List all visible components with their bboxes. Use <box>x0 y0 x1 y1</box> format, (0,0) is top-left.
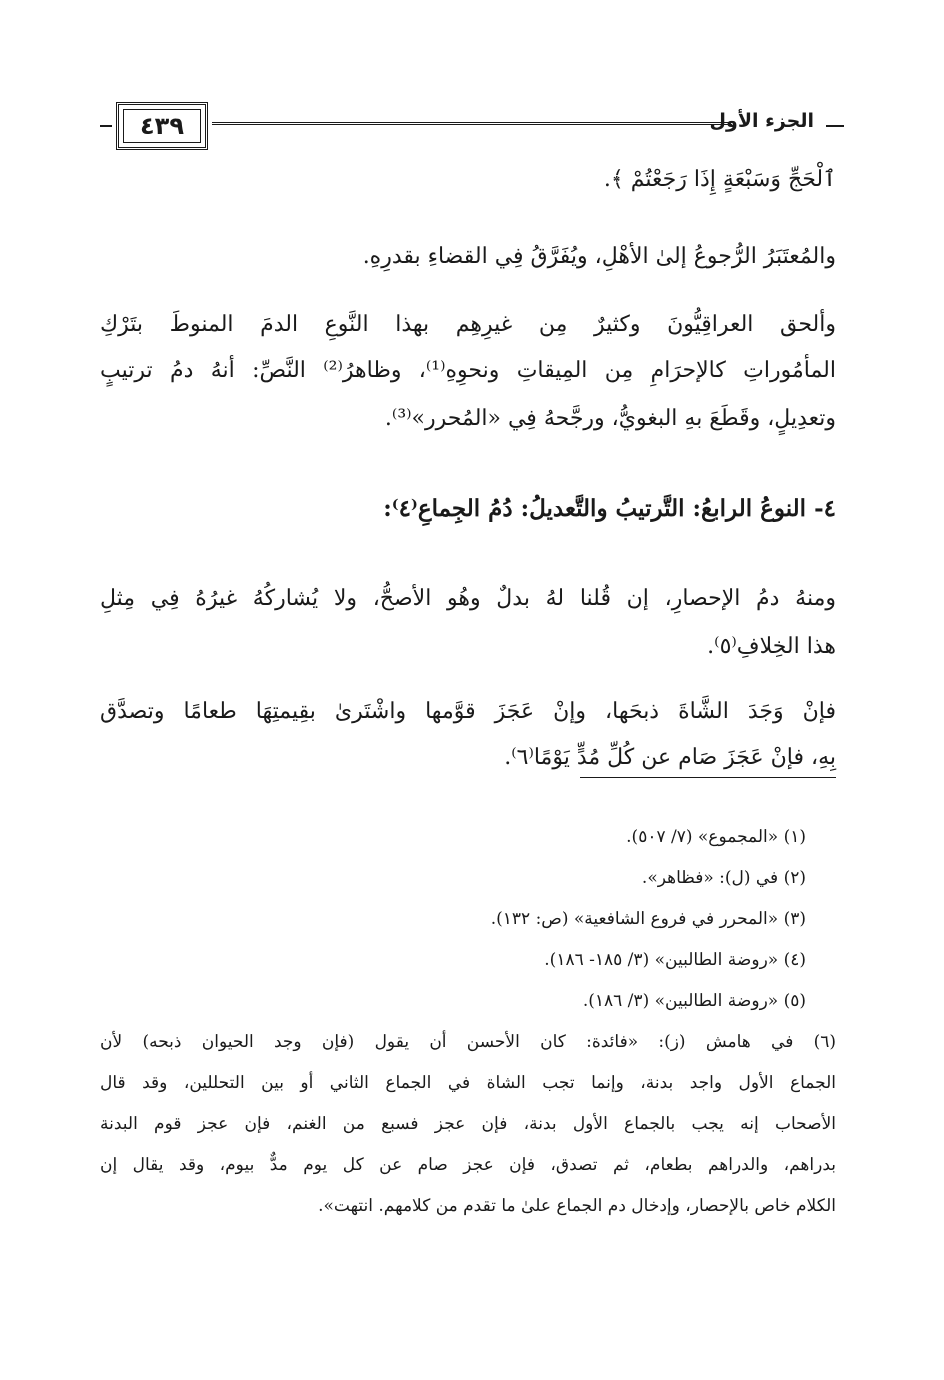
text-line-10: بِهِ، فإنْ عَجَزَ صَام عن كُلِّ مُدٍّ يَوْمًا⁽٦⁾. <box>504 745 836 770</box>
running-title: الجزء الأول <box>709 110 814 132</box>
text-line-5: وتعدِيلٍ، وقَطَعَ بهِ البغويُّ، ورجَّحهُ فِي «المُحرر»⁽³⁾. <box>384 406 836 431</box>
footnote-2: (٢) في (ل): «فظاهر». <box>641 868 806 888</box>
footnote-4: (٤) «روضة الطالبين» (٣/ ١٨٥- ١٨٦). <box>544 950 806 970</box>
footnote-6-line-3: الأصحاب إنه يجب بالجماع الأول بدنة، فإن عجز فسبع من الغنم، فإن عجز قوم البدنة <box>100 1114 836 1134</box>
header-rule <box>212 122 732 125</box>
page-number: ٤٣٩ <box>140 112 184 140</box>
text-line-1: ٱلْحَجِّ وَسَبْعَةٍ إِذَا رَجَعْتُمْ ﴾. <box>603 167 836 192</box>
text-line-2: والمُعتَبَرُ الرُّجوعُ إلىٰ الأهْلِ، ويُفَرَّقُ فِي القضاءِ بقدرِهِ. <box>362 244 836 269</box>
footnote-6-line-2: الجماع الأول واجد بدنة، وإنما تجب الشاة في الجماع الثاني أو بين التحللين، وقد قال <box>100 1073 836 1093</box>
text-line-3: وألحق العراقِيُّونَ وكثيرٌ مِن غيرِهِم بهذا النَّوعِ الدمَ المنوطَ بتَرْكِ <box>100 312 837 337</box>
text-line-7: ومنهُ دمُ الإحصارِ، إن قُلنا لهُ بدلٌ وهُو الأصحُّ، ولا يُشاركُهُ غيرُهُ فِي مِثلِ <box>100 586 836 611</box>
header-dash-right <box>826 125 844 127</box>
page-number-frame <box>116 102 208 150</box>
text-line-9: فإنْ وَجَدَ الشَّاةَ ذبحَها، وإنْ عَجَزَ قوَّمها واشْتَرىٰ بقِيمتِهَا طعامًا وتصدَّق <box>100 699 836 724</box>
footnote-separator <box>580 777 836 778</box>
section-heading: ٤- النوعُ الرابعُ: التَّرتيبُ والتَّعديلُ: دُمُ الجِماعِ⁽٤⁾: <box>383 495 836 522</box>
text-line-4: المأمُوراتِ كالإحرَامِ مِن المِيقاتِ ونحوِهِ⁽¹⁾، وظاهرُ⁽²⁾ النَّصِّ: أنهُ دمُ ترتيبٍ <box>100 358 836 383</box>
running-header <box>100 100 844 160</box>
footnote-6-line-1: (٦) في هامش (ز): «فائدة: كان الأحسن أن يقول (فإن وجد الحيوان ذبحه) لأن <box>100 1032 836 1052</box>
footnote-6-line-5: الكلام خاص بالإحصار، وإدخال دم الجماع علىٰ ما تقدم من كلامهم. انتهت». <box>318 1196 836 1216</box>
footnote-3: (٣) «المحرر في فروع الشافعية» (ص: ١٣٢). <box>490 909 806 929</box>
footnote-5: (٥) «روضة الطالبين» (٣/ ١٨٦). <box>582 991 806 1011</box>
footnote-1: (١) «المجموع» (٧/ ٥٠٧). <box>626 827 806 847</box>
text-line-8: هذا الخِلافِ⁽٥⁾. <box>707 634 836 659</box>
footnote-6-line-4: بدراهم، والدراهم بطعام، ثم تصدق، فإن عجز صام عن كل يوم مدٌّ بيوم، وقد يقال إن <box>100 1155 836 1175</box>
header-dash-left <box>100 125 112 127</box>
